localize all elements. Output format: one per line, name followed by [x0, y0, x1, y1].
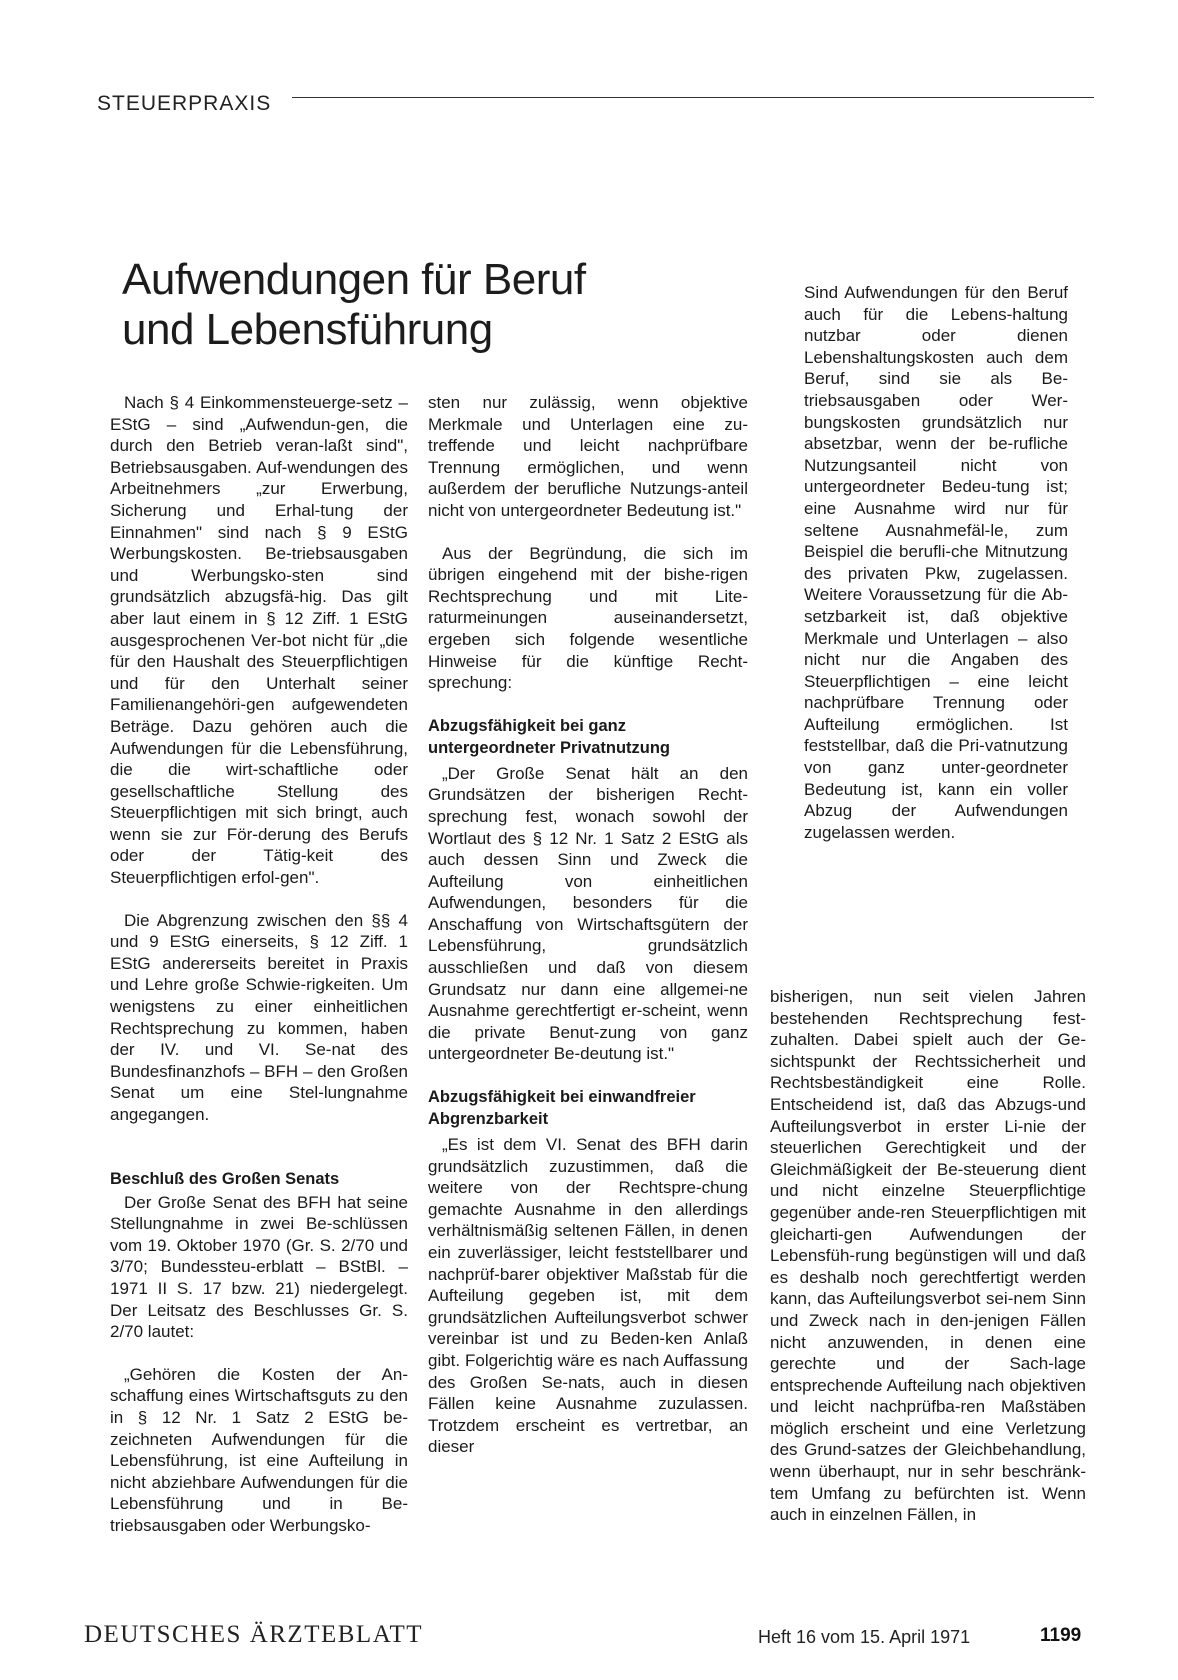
paragraph: Aus der Begründung, die sich im übrigen eingehend mit der bishe-rigen Rechtsprechung und mit Lite-raturmeinungen auseinandersetzt, ergeben sich folgende wesentliche Hinweise für die künftige Recht-sprechung:: [428, 543, 748, 693]
column-1: [110, 392, 408, 1537]
paragraph: sten nur zulässig, wenn objektive Merkmale und Unterlagen eine zu-treffende und leicht nachprüfbare Trennung ermöglichen, und wenn außerdem der berufliche Nutzungs-anteil nicht von untergeordneter Bedeutung ist.": [428, 393, 748, 520]
section-rule: [292, 97, 1094, 98]
paragraph: Die Abgrenzung zwischen den §§ 4 und 9 EStG einerseits, § 12 Ziff. 1 EStG andererseits bereitet in Praxis und Lehre große Schwie-rigkeiten. Um wenigstens zu einer einheitlichen Rechtsprechung zu kommen, haben der IV. und VI. Se-nat des Bundesfinanzhofs – BFH – den Großen Senat um eine Stel-lungnahme angegangen.: [110, 910, 408, 1124]
column-2: [428, 392, 748, 1458]
summary-text: Sind Aufwendungen für den Beruf auch für die Lebens-haltung nutzbar oder dienen Lebenshaltungskosten auch dem Beruf, sind sie als Be-triebsausgaben oder Wer-bungskosten grundsätzlich nur absetzbar, wenn der be-rufliche Nutzungsanteil nicht von untergeordneter Bedeu-tung ist; eine Ausnahme wird nur für seltene Ausnahmefäl-le, zum Beispiel die berufli-che Mitnutzung des privaten Pkw, zugelassen. Weitere Voraussetzung für die Ab-setzbarkeit ist, daß objektive Merkmale und Unterlagen – also nicht nur die Angaben des Steuerpflichtigen – eine leicht nachprüfbare Trennung oder Aufteilung ermöglichen. Ist feststellbar, daß die Pri-vatnutzung von ganz unter-geordneter Bedeutung ist, kann ein voller Abzug der Aufwendungen zugelassen werden.: [804, 283, 1068, 842]
issue-info: Heft 16 vom 15. April 1971: [758, 1627, 971, 1647]
column-4: [770, 986, 1086, 1526]
quote-paragraph: „Der Große Senat hält an den Grundsätzen der bisherigen Recht-sprechung fest, wonach sowohl der Wortlaut des § 12 Nr. 1 Satz 2 EStG als auch dessen Sinn und Zweck die Aufteilung von einheitlichen Aufwendungen, besonders für die Anschaffung von Wirtschaftsgütern der Lebensführung, grundsätzlich ausschließen und daß von diesem Grundsatz nur dann eine allgemei-ne Ausnahme gerechtfertigt er-scheint, wenn die private Benut-zung von ganz untergeordneter Be-deutung ist.": [428, 763, 748, 1064]
article-title: [122, 255, 742, 355]
title-line-1: Aufwendungen für Beruf: [122, 255, 586, 304]
quote-paragraph: „Es ist dem VI. Senat des BFH darin grundsätzlich zuzustimmen, daß die weitere von der Rechtspre-chung gemachte Ausnahme in den allerdings verhältnismäßig seltenen Fällen, in denen ein zuverlässiger, leicht feststellbarer und nachprüf-barer objektiver Maßstab für die Aufteilung gegeben ist, mit dem grundsätzlichen Aufteilungsverbot schwer vereinbar ist und zu Beden-ken Anlaß gibt. Folgerichtig wäre es nach Auffassung des Großen Se-nats, auch in diesen Fällen keine Ausnahme zuzulassen. Trotzdem erscheint es vertretbar, an dieser: [428, 1135, 748, 1457]
subheading: Beschluß des Großen Senats: [110, 1169, 340, 1188]
subheading: Abzugsfähigkeit bei ganz untergeordneter Privatnutzung: [428, 716, 671, 757]
title-line-2: und Lebensführung: [122, 305, 493, 354]
paragraph: Nach § 4 Einkommensteuerge-setz – EStG – sind „Aufwendun-gen, die durch den Betrieb veran-laßt sind", Betriebsausgaben. Auf-wendungen des Arbeitnehmers „zur Erwerbung, Sicherung und Erhal-tung der Einnahmen" sind nach § 9 EStG Werbungskosten. Be-triebsausgaben und Werbungsko-sten sind grundsätzlich abzugsfä-hig. Das gilt aber laut einem in § 12 Ziff. 1 EStG ausgesprochenen Ver-bot nicht für „die für den Haushalt des Steuerpflichtigen und für den Unterhalt seiner Familienangehöri-gen aufgewendeten Beträge. Dazu gehören auch die Aufwendungen für die Lebensführung, die die wirt-schaftliche oder gesellschaftliche Stellung des Steuerpflichtigen mit sich bringt, auch wenn sie zur För-derung des Berufs oder der Tätig-keit des Steuerpflichtigen erfol-gen".: [110, 393, 408, 888]
journal-name: DEUTSCHES ÄRZTEBLATT: [84, 1621, 424, 1648]
paragraph: bisherigen, nun seit vielen Jahren bestehenden Rechtsprechung fest-zuhalten. Dabei spielt auch der Ge-sichtspunkt der Rechtssicherheit und Rechtsbeständigkeit eine Rolle. Entscheidend ist, daß das Abzugs-und Aufteilungsverbot in erster Li-nie der steuerlichen Gerechtigkeit und der Gleichmäßigkeit der Be-steuerung dient und nicht einzelne Steuerpflichtige gegenüber ande-ren Steuerpflichtigen mit gleicharti-gen Aufwendungen der Lebensfüh-rung begünstigen will und daß es deshalb noch gerechtfertigt werden kann, das Aufteilungsverbot sei-nem Sinn und Zweck nach in den-jenigen Fällen nicht anzuwenden, in denen eine gerechte und der Sach-lage entsprechende Aufteilung nach objektiven und leicht nachprüfba-ren Maßstäben möglich erscheint und eine Verletzung des Grund-satzes der Gleichbehandlung, wenn überhaupt, nur in sehr beschränk-tem Umfang zu befürchten ist. Wenn auch in einzelnen Fällen, in: [770, 987, 1086, 1525]
section-label: STEUERPRAXIS: [97, 92, 272, 115]
subheading: Abzugsfähigkeit bei einwandfreier Abgrenzbarkeit: [428, 1088, 696, 1129]
quote-paragraph: „Gehören die Kosten der An-schaffung eines Wirtschaftsguts zu den in § 12 Nr. 1 Satz 2 EStG be-zeichneten Aufwendungen für die Lebensführung, ist eine Aufteilung in nicht abziehbare Aufwendungen für die Lebensführung und in Be-triebsausgaben oder Werbungsko-: [110, 1364, 408, 1535]
paragraph: Der Große Senat des BFH hat seine Stellungnahme in zwei Be-schlüssen vom 19. Oktober 1970 (Gr. S. 2/70 und 3/70; Bundessteu-erblatt – BStBl. – 1971 II S. 17 bzw. 21) niedergelegt. Der Leitsatz des Beschlusses Gr. S. 2/70 lautet:: [110, 1192, 408, 1342]
summary-box: [804, 282, 1068, 843]
page-number: 1199: [1040, 1625, 1082, 1646]
